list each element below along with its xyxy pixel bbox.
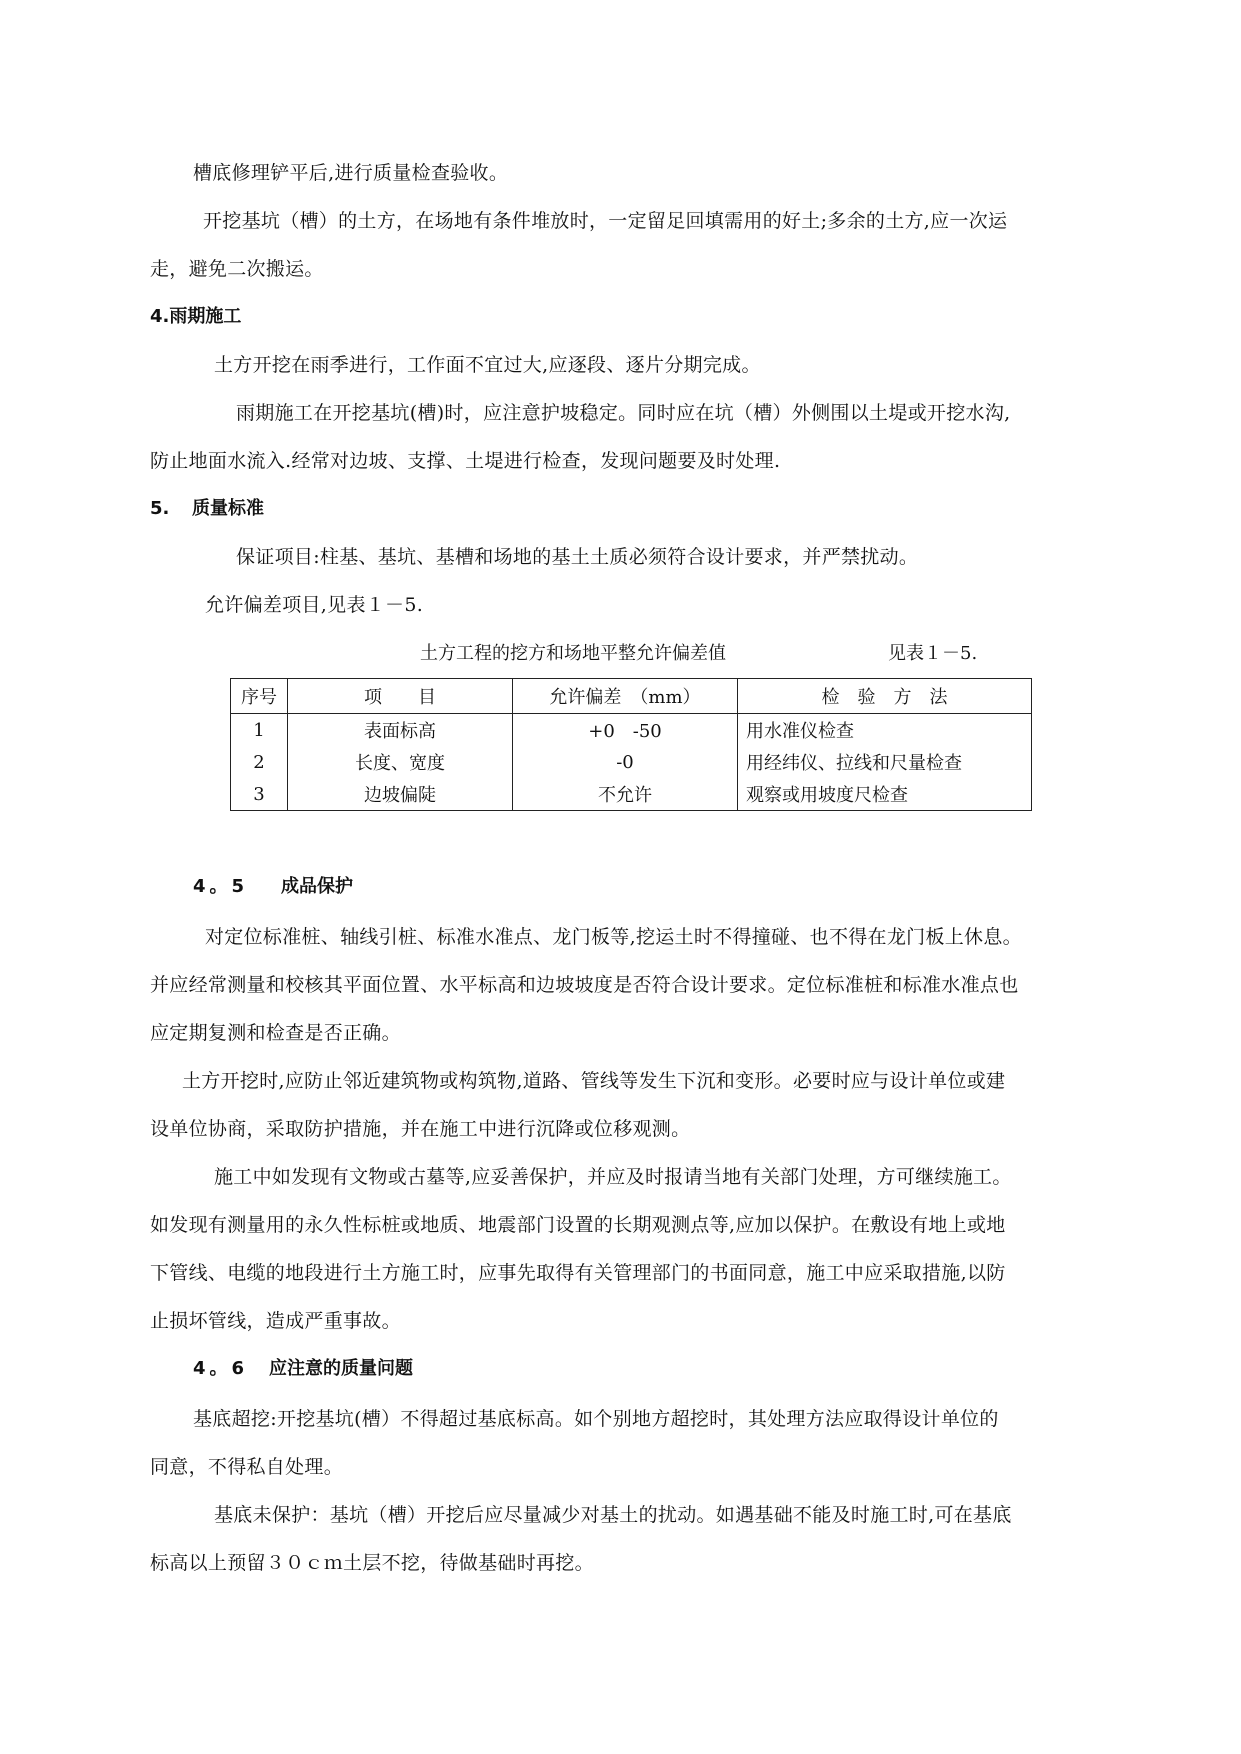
column-header: 允许偏差 （mm） <box>513 679 738 714</box>
table-reference: 见表１－5. <box>888 643 978 664</box>
section-number: 4。5 <box>193 876 249 897</box>
column-header: 检 验 方 法 <box>738 679 1032 714</box>
paragraph-line: 防止地面水流入.经常对边坡、支撑、土堤进行检查，发现问题要及时处理. <box>150 450 781 472</box>
paragraph-line: 雨期施工在开挖基坑(槽)时，应注意护坡稳定。同时应在坑（槽）外侧围以土堤或开挖水沟, <box>236 402 1011 424</box>
table-cell: 1 <box>231 714 288 747</box>
paragraph-line: 下管线、电缆的地段进行土方施工时，应事先取得有关管理部门的书面同意，施工中应采取措施,以防 <box>150 1262 1006 1284</box>
section-heading-quality-standard <box>150 496 264 522</box>
paragraph-line: 应定期复测和检查是否正确。 <box>150 1022 401 1044</box>
table-row <box>231 778 1032 811</box>
table-cell: 长度、宽度 <box>288 746 513 778</box>
table-caption: 土方工程的挖方和场地平整允许偏差值 <box>420 643 726 664</box>
column-header: 序号 <box>231 679 288 714</box>
paragraph-line: 如发现有测量用的永久性标桩或地质、地震部门设置的长期观测点等,应加以保护。在敷设有地上或地 <box>150 1214 1006 1236</box>
paragraph-line: 保证项目:柱基、基坑、基槽和场地的基土土质必须符合设计要求，并严禁扰动。 <box>236 546 919 568</box>
section-title: 成品保护 <box>281 876 353 897</box>
table-header-row <box>231 679 1032 714</box>
table-cell: 表面标高 <box>288 714 513 747</box>
paragraph-line: 对定位标准桩、轴线引桩、标准水准点、龙门板等,挖运土时不得撞碰、也不得在龙门板上休息。 <box>205 926 1022 948</box>
table-cell: 用水准仪检查 <box>738 714 1032 747</box>
section-number: 5. <box>150 498 170 519</box>
table-cell: 边坡偏陡 <box>288 778 513 811</box>
paragraph-line: 设单位协商，采取防护措施，并在施工中进行沉降或位移观测。 <box>150 1118 691 1140</box>
paragraph-line: 标高以上预留３０ｃｍ土层不挖，待做基础时再挖。 <box>150 1552 594 1574</box>
deviation-table <box>230 678 1032 811</box>
table-row <box>231 746 1032 778</box>
section-heading-product-protection <box>193 874 353 900</box>
paragraph-line: 走，避免二次搬运。 <box>150 258 324 280</box>
table-cell: +0 -50 <box>513 714 738 747</box>
table-cell: 用经纬仪、拉线和尺量检查 <box>738 746 1032 778</box>
section-heading-rainy-season: 4.雨期施工 <box>150 306 242 327</box>
paragraph-line: 槽底修理铲平后,进行质量检查验收。 <box>193 162 509 184</box>
table-cell: 2 <box>231 746 288 778</box>
paragraph-line: 施工中如发现有文物或古墓等,应妥善保护，并应及时报请当地有关部门处理，方可继续施工。 <box>214 1166 1012 1188</box>
paragraph-line: 基底超挖:开挖基坑(槽）不得超过基底标高。如个别地方超挖时，其处理方法应取得设计单位的 <box>193 1408 999 1430</box>
section-heading-quality-issues <box>193 1356 413 1382</box>
column-header: 项 目 <box>288 679 513 714</box>
paragraph-line: 土方开挖在雨季进行，工作面不宜过大,应逐段、逐片分期完成。 <box>214 354 761 376</box>
table-cell: 3 <box>231 778 288 811</box>
table-cell: 观察或用坡度尺检查 <box>738 778 1032 811</box>
table-cell: -0 <box>513 746 738 778</box>
section-number: 4。6 <box>193 1358 249 1379</box>
paragraph-line: 同意，不得私自处理。 <box>150 1456 344 1478</box>
paragraph-line: 土方开挖时,应防止邻近建筑物或构筑物,道路、管线等发生下沉和变形。必要时应与设计单位或建 <box>182 1070 1006 1092</box>
paragraph-line: 止损坏管线，造成严重事故。 <box>150 1310 401 1332</box>
paragraph-line: 允许偏差项目,见表１－5. <box>205 594 424 616</box>
paragraph-line: 开挖基坑（槽）的土方，在场地有条件堆放时，一定留足回填需用的好土;多余的土方,应一次运 <box>203 210 1008 232</box>
paragraph-line: 基底未保护：基坑（槽）开挖后应尽量减少对基土的扰动。如遇基础不能及时施工时,可在基底 <box>214 1504 1012 1526</box>
table-row <box>231 714 1032 747</box>
table-cell: 不允许 <box>513 778 738 811</box>
section-title: 应注意的质量问题 <box>269 1358 413 1379</box>
section-title: 质量标准 <box>192 498 264 519</box>
paragraph-line: 并应经常测量和校核其平面位置、水平标高和边坡坡度是否符合设计要求。定位标准桩和标准水准点也 <box>150 974 1019 996</box>
